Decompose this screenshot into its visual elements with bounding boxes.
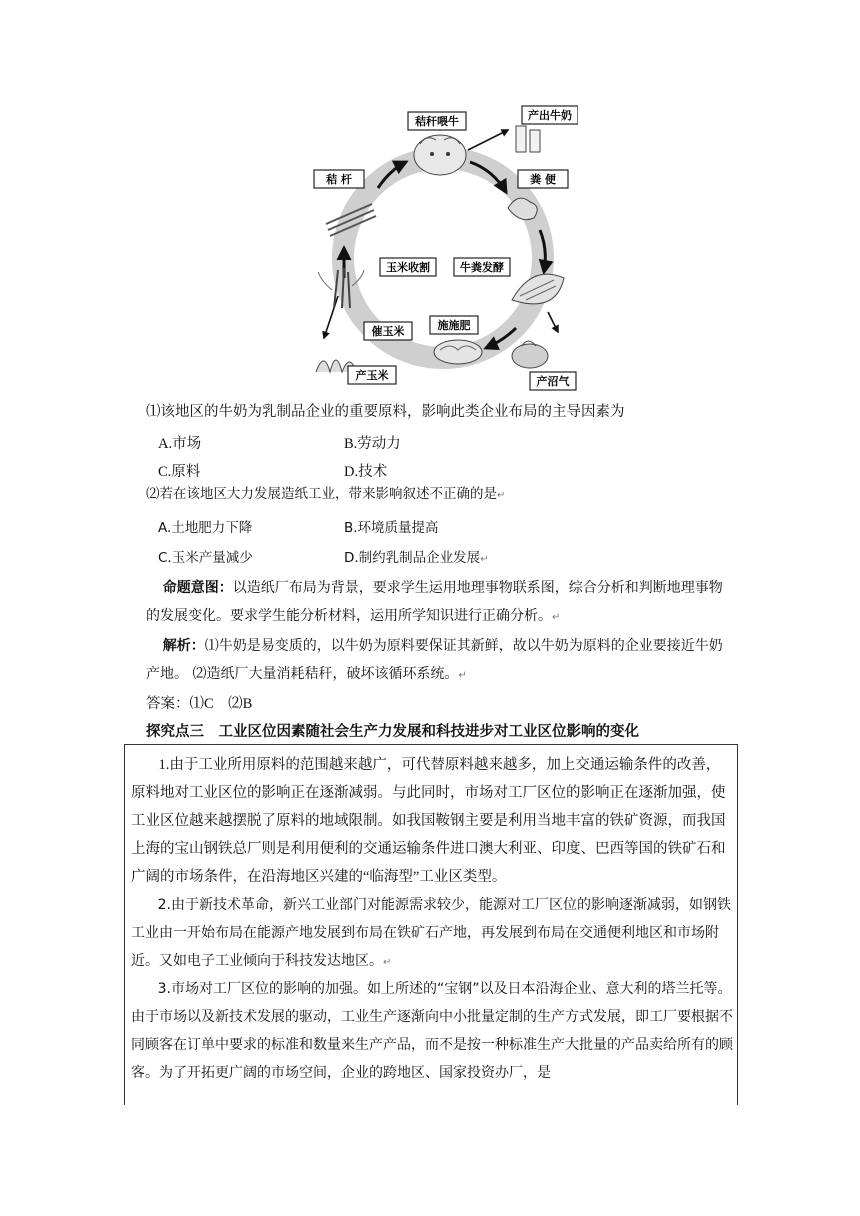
cow-icon xyxy=(414,135,466,175)
fertilizer-icon xyxy=(434,340,482,364)
box-paragraph-3: 3.市场对工厂区位的影响的加强。如上所述的“宝钢”以及日本沿海企业、意大利的塔兰托等。由于市场以及新技术发展的驱动，工业生产逐渐向中小批量定制的生产方式发展，即工厂要根据不同顾客在订单中要求的标准和数量来生产产品，而不是按一种标准生产大批量的产品卖给所有的顾客。为了开拓更广阔的市场空间，企业的跨地区、国家投资办厂，是 xyxy=(131,981,733,1081)
question-1-stem: ⑴该地区的牛奶为乳制品企业的重要原料，影响此类企业布局的主导因素为 xyxy=(146,404,625,420)
q2-option-a: A.土地肥力下降 xyxy=(158,520,253,536)
box-paragraph-2: 2.由于新技术革命，新兴工业部门对能源需求较少，能源对工厂区位的影响逐渐减弱，如钢铁工业由一开始布局在能源产地发展到布局在铁矿石产地，再发展到布局在交通便利地区和市场附近。又如电子工业倾向于科技发达地区。↵ xyxy=(131,897,731,969)
label-manure xyxy=(518,170,568,188)
label-corn-out xyxy=(348,366,396,384)
svg-text:秸 杆: 秸 杆 xyxy=(326,173,352,186)
svg-text:秸秆喂牛: 秸秆喂牛 xyxy=(415,115,459,128)
label-harvest xyxy=(380,258,436,276)
arrow-icon xyxy=(548,312,558,332)
biogas-icon xyxy=(512,341,548,368)
svg-text:施施肥: 施施肥 xyxy=(437,319,471,332)
q2-option-b: B.环境质量提高 xyxy=(344,520,439,536)
svg-text:牛粪发酵: 牛粪发酵 xyxy=(460,261,504,274)
intent-paragraph: 命题意图：以造纸厂布局为背景，要求学生运用地理事物联系图，综合分析和判断地理事物的发展变化。要求学生能分析材料，运用所学知识进行正确分析。↵ xyxy=(146,580,723,624)
circular-economy-diagram xyxy=(308,100,578,392)
q1-option-a: A.市场 xyxy=(158,436,202,452)
arrow-icon xyxy=(324,296,338,338)
svg-text:产玉米: 产玉米 xyxy=(355,369,389,382)
svg-text:产沼气: 产沼气 xyxy=(536,375,570,388)
q1-option-c: C.原料 xyxy=(158,464,201,480)
q2-option-c: C.玉米产量减少 xyxy=(158,550,253,566)
question-2-stem: ⑵若在该地区大力发展造纸工业，带来影响叙述不正确的是↵ xyxy=(146,486,506,502)
label-fertilizer xyxy=(430,316,478,334)
section-title: 探究点三 工业区位因素随社会生产力发展和科技进步对工业区位影响的变化 xyxy=(146,724,639,740)
explanation-box xyxy=(124,744,738,1105)
label-milk xyxy=(522,106,578,124)
q1-option-b: B.劳动力 xyxy=(344,436,401,452)
label-biogas xyxy=(530,372,576,390)
q2-option-d: D.制约乳制品企业发展↵ xyxy=(344,550,489,566)
svg-text:玉米收割: 玉米收割 xyxy=(386,261,430,274)
analysis-paragraph: 解析：⑴牛奶是易变质的，以牛奶为原料要保证其新鲜，故以牛奶为原料的企业要接近牛奶产地。 ⑵造纸厂大量消耗秸秆，破坏该循环系统。↵ xyxy=(146,638,723,682)
label-straw xyxy=(314,170,364,188)
answer-line: 答案：⑴C ⑵B xyxy=(146,696,253,712)
q1-option-d: D.技术 xyxy=(344,464,388,480)
label-top xyxy=(408,112,466,130)
svg-text:催玉米: 催玉米 xyxy=(371,325,405,338)
box-paragraph-1: 1.由于工业所用原料的范围越来越广，可代替原料越来越多，加上交通运输条件的改善，原料地对工业区位的影响正在逐渐减弱。与此同时，市场对工厂区位的影响正在逐渐加强，使工业区位越来越摆脱了原料的地域限制。如我国鞍钢主要是利用当地丰富的铁矿资源，而我国上海的宝山钢铁总厂则是利用便利的交通运输条件进口澳大利亚、印度、巴西等国的铁矿石和广阔的市场条件，在沿海地区兴建的“临海型”工业区类型。 xyxy=(131,757,726,885)
label-ferment xyxy=(454,258,510,276)
label-corn-plant xyxy=(364,322,412,340)
svg-text:粪 便: 粪 便 xyxy=(530,173,556,186)
fermentation-icon xyxy=(512,274,564,304)
svg-text:产出牛奶: 产出牛奶 xyxy=(528,109,572,122)
milk-bottle-icon xyxy=(516,126,540,152)
arrow-icon xyxy=(468,130,508,150)
